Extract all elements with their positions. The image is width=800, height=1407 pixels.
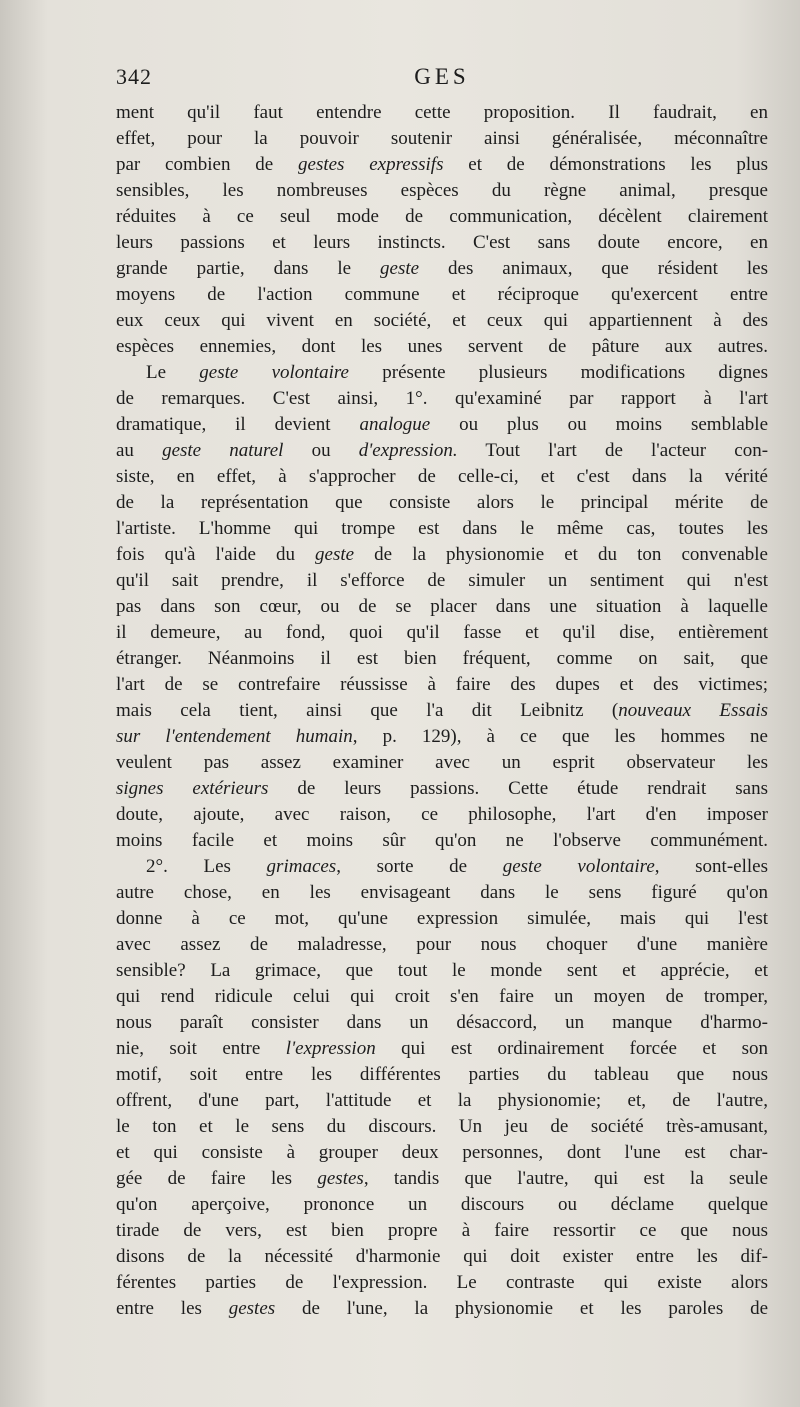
text-run: qui est ordinairement forcée et son xyxy=(375,1038,768,1059)
italic-text: analogue xyxy=(359,414,431,435)
text-run: offrent, d'une part, l'attitude et la physionomie; et, de l'autre, xyxy=(116,1090,768,1111)
italic-text: geste volontaire xyxy=(502,856,655,877)
text-run: sensible? La grimace, que tout le monde sent et apprécie, et xyxy=(116,960,768,981)
text-run: disons de la nécessité d'harmonie qui doit exister entre les dif- xyxy=(116,1246,768,1267)
running-head: GES xyxy=(414,64,470,89)
text-run: qu'il sait prendre, il s'efforce de simuler un sentiment qui n'est xyxy=(116,570,768,591)
text-line xyxy=(116,334,768,360)
text-line xyxy=(116,802,768,828)
text-line xyxy=(116,360,768,386)
text-run: , sorte de xyxy=(336,856,503,877)
text-run: pas dans son cœur, ou de se placer dans une situation à laquelle xyxy=(116,596,768,617)
italic-text: geste xyxy=(315,544,355,565)
text-run: qu'on aperçoive, prononce un discours ou déclame quelque xyxy=(116,1194,768,1215)
text-run: veulent pas assez examiner avec un esprit observateur les xyxy=(116,752,768,773)
text-run: sensibles, les nombreuses espèces du règne animal, presque xyxy=(116,180,768,201)
text-run: l'art de se contrefaire réussisse à faire des dupes et des victimes; xyxy=(116,674,768,695)
page-number: 342 xyxy=(116,64,152,89)
text-line xyxy=(116,282,768,308)
text-line xyxy=(116,1062,768,1088)
text-run: motif, soit entre les différentes parties du tableau que nous xyxy=(116,1064,768,1085)
text-run: nie, soit entre xyxy=(116,1038,286,1059)
text-run: eux ceux qui vivent en société, et ceux qui appartiennent à des xyxy=(116,310,768,331)
text-line xyxy=(116,958,768,984)
text-line xyxy=(116,464,768,490)
text-line xyxy=(116,152,768,178)
text-line xyxy=(116,1192,768,1218)
text-line xyxy=(116,256,768,282)
text-run: réduites à ce seul mode de communication, décèlent clairement xyxy=(116,206,768,227)
text-run: de remarques. C'est ainsi, 1°. qu'examiné par rapport à l'art xyxy=(116,388,768,409)
text-run: dramatique, il devient xyxy=(116,414,360,435)
italic-text: geste naturel xyxy=(162,440,284,461)
text-line xyxy=(116,776,768,802)
text-line xyxy=(116,1088,768,1114)
text-run: des animaux, que résident les xyxy=(419,258,768,279)
text-line xyxy=(116,594,768,620)
body-text xyxy=(116,100,768,1322)
text-run: , sont-elles xyxy=(654,856,768,877)
text-run: de la représentation que consiste alors le principal mérite de xyxy=(116,492,768,513)
text-line xyxy=(116,1270,768,1296)
text-line xyxy=(116,490,768,516)
text-line xyxy=(116,620,768,646)
text-run: effet, pour la pouvoir soutenir ainsi généralisée, méconnaître xyxy=(116,128,768,149)
text-line xyxy=(116,698,768,724)
italic-text: geste volontaire xyxy=(199,362,349,383)
text-run: de la physionomie et du ton convenable xyxy=(354,544,768,565)
text-line xyxy=(116,1218,768,1244)
text-line xyxy=(116,178,768,204)
text-line xyxy=(116,854,768,880)
text-line xyxy=(116,750,768,776)
text-run: présente plusieurs modifications dignes xyxy=(348,362,768,383)
text-line xyxy=(116,1036,768,1062)
text-line xyxy=(116,646,768,672)
text-run: 2°. Les xyxy=(146,856,267,877)
text-run: grande partie, dans le xyxy=(116,258,381,279)
text-run: ou plus ou moins semblable xyxy=(430,414,768,435)
italic-text: nouveaux Essais xyxy=(618,700,768,721)
text-line xyxy=(116,1166,768,1192)
text-run: nous paraît consister dans un désaccord, un manque d'harmo- xyxy=(116,1012,768,1033)
text-run: de leurs passions. Cette étude rendrait sans xyxy=(268,778,768,799)
text-line xyxy=(116,932,768,958)
text-run: férentes parties de l'expression. Le contraste qui existe alors xyxy=(116,1272,768,1293)
text-line xyxy=(116,1010,768,1036)
text-line xyxy=(116,880,768,906)
text-run: siste, en effet, à s'approcher de celle-ci, et c'est dans la vérité xyxy=(116,466,768,487)
text-run: au xyxy=(116,440,163,461)
text-run: fois qu'à l'aide du xyxy=(116,544,316,565)
text-run: moyens de l'action commune et réciproque qu'exercent entre xyxy=(116,284,768,305)
text-line xyxy=(116,542,768,568)
text-line xyxy=(116,204,768,230)
text-run: entre les xyxy=(116,1298,229,1319)
text-run: gée de faire les xyxy=(116,1168,318,1189)
text-line xyxy=(116,412,768,438)
text-run: donne à ce mot, qu'une expression simulée, mais qui l'est xyxy=(116,908,768,929)
text-run: espèces ennemies, dont les unes servent de pâture aux autres. xyxy=(116,336,768,357)
italic-text: gestes xyxy=(228,1298,276,1319)
text-line xyxy=(116,1296,768,1322)
text-run: il demeure, au fond, quoi qu'il fasse et qu'il dise, entièrement xyxy=(116,622,768,643)
text-run: Tout l'art de l'acteur con- xyxy=(457,440,768,461)
text-line xyxy=(116,100,768,126)
text-run: de l'une, la physionomie et les paroles de xyxy=(275,1298,768,1319)
text-run: et de démonstrations les plus xyxy=(443,154,768,175)
italic-text: d'expression. xyxy=(358,440,458,461)
text-line xyxy=(116,516,768,542)
text-line xyxy=(116,984,768,1010)
text-line xyxy=(116,906,768,932)
text-run: autre chose, en les envisageant dans le sens figuré qu'on xyxy=(116,882,768,903)
text-run: et qui consiste à grouper deux personnes, dont l'une est char- xyxy=(116,1142,768,1163)
text-line xyxy=(116,438,768,464)
text-line xyxy=(116,308,768,334)
text-run: avec assez de maladresse, pour nous choquer d'une manière xyxy=(116,934,768,955)
text-line xyxy=(116,1244,768,1270)
italic-text: gestes xyxy=(317,1168,364,1189)
text-run: doute, ajoute, avec raison, ce philosophe, l'art d'en imposer xyxy=(116,804,768,825)
text-run: ment qu'il faut entendre cette proposition. Il faudrait, en xyxy=(116,102,768,123)
italic-text: gestes expressifs xyxy=(298,154,444,175)
italic-text: geste xyxy=(380,258,420,279)
text-run: étranger. Néanmoins il est bien fréquent, comme on sait, que xyxy=(116,648,768,669)
text-line xyxy=(116,828,768,854)
text-line xyxy=(116,230,768,256)
text-line xyxy=(116,724,768,750)
text-run: qui rend ridicule celui qui croit s'en faire un moyen de tromper, xyxy=(116,986,768,1007)
text-line xyxy=(116,386,768,412)
text-run: ou xyxy=(283,440,359,461)
text-line xyxy=(116,672,768,698)
text-run: leurs passions et leurs instincts. C'est sans doute encore, en xyxy=(116,232,768,253)
text-run: moins facile et moins sûr qu'on ne l'observe communément. xyxy=(116,830,768,851)
text-run: tirade de vers, est bien propre à faire ressortir ce que nous xyxy=(116,1220,768,1241)
page-header xyxy=(116,64,768,96)
text-line xyxy=(116,1114,768,1140)
italic-text: sur l'entendement humain xyxy=(116,726,353,747)
italic-text: grimaces xyxy=(266,856,337,877)
text-line xyxy=(116,1140,768,1166)
text-run: , p. 129), à ce que les hommes ne xyxy=(352,726,768,747)
text-run: l'artiste. L'homme qui trompe est dans le même cas, toutes les xyxy=(116,518,768,539)
text-line xyxy=(116,568,768,594)
text-run: Le xyxy=(146,362,200,383)
text-line xyxy=(116,126,768,152)
text-run: le ton et le sens du discours. Un jeu de société très-amusant, xyxy=(116,1116,768,1137)
italic-text: signes extérieurs xyxy=(116,778,269,799)
text-run: par combien de xyxy=(116,154,299,175)
italic-text: l'expression xyxy=(285,1038,376,1059)
text-run: mais cela tient, ainsi que l'a dit Leibnitz ( xyxy=(116,700,619,721)
text-run: , tandis que l'autre, qui est la seule xyxy=(363,1168,768,1189)
